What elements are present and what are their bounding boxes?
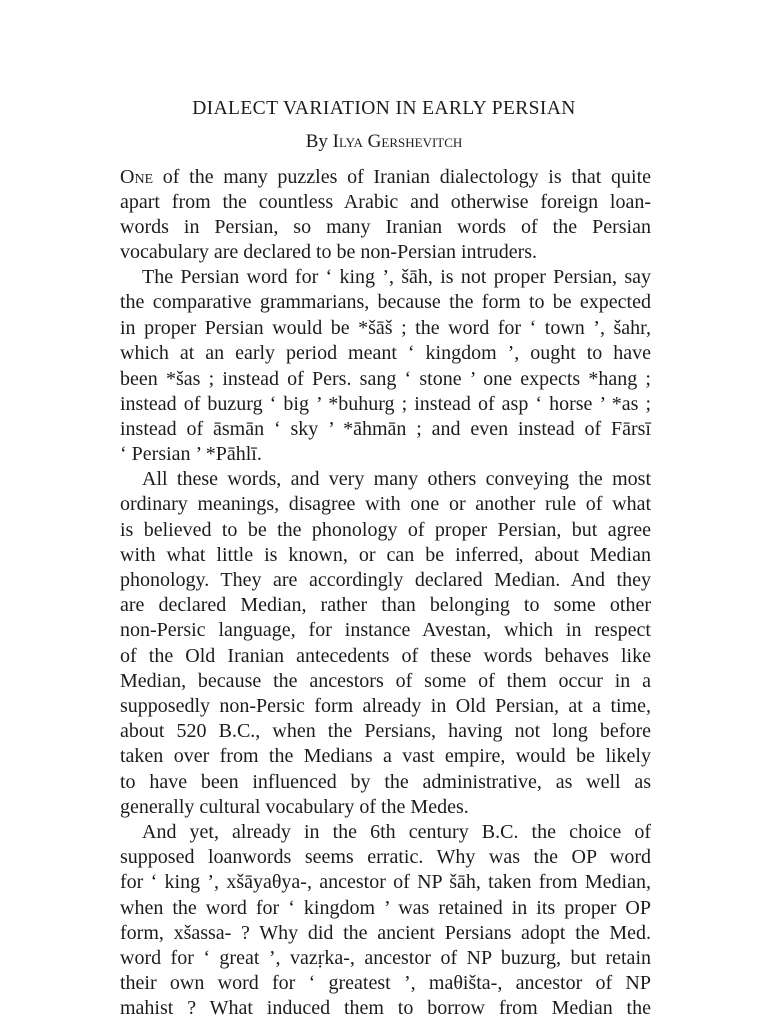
- text-line: which at an early period meant ‘ kingdom ’, ought to have: [120, 342, 651, 364]
- article-title: DIALECT VARIATION IN EARLY PERSIAN: [192, 98, 576, 119]
- text-line: taken over from the Medians a vast empire, would be likely: [120, 745, 651, 767]
- text-line: non-Persic language, for instance Avestan, which in respect: [120, 619, 651, 641]
- text-line: instead of buzurg ‘ big ’ *buhurg ; instead of asp ‘ horse ’ *as ;: [120, 393, 651, 415]
- text-line: phonology. They are accordingly declared Median. And they: [120, 569, 651, 591]
- text-line: Median, because the ancestors of some of them occur in a: [120, 670, 651, 692]
- text-line: with what little is known, or can be inferred, about Median: [120, 544, 651, 566]
- text-line: The Persian word for ‘ king ’, šāh, is not proper Persian, say: [142, 266, 651, 288]
- text-line: ‘ Persian ’ *Pāhlī.: [120, 443, 262, 465]
- text-line: to have been influenced by the administrative, as well as: [120, 771, 651, 793]
- text-line: ordinary meanings, disagree with one or another rule of what: [120, 493, 651, 515]
- text-line: And yet, already in the 6th century B.C. the choice of: [142, 821, 651, 843]
- text-line: is believed to be the phonology of proper Persian, but agree: [120, 519, 651, 541]
- author-line: [0, 131, 768, 153]
- text-line: One of the many puzzles of Iranian dialectology is that quite: [120, 166, 651, 188]
- text-line: generally cultural vocabulary of the Medes.: [120, 796, 469, 818]
- text-line: vocabulary are declared to be non-Persian intruders.: [120, 241, 538, 263]
- text-line: for ‘ king ’, xšāyaθya-, ancestor of NP šāh, taken from Median,: [120, 871, 651, 893]
- text-line: been *šas ; instead of Pers. sang ‘ stone ’ one expects *hang ;: [120, 368, 651, 390]
- text-line: about 520 B.C., when the Persians, having not long before: [120, 720, 651, 742]
- drop-word: One: [120, 166, 154, 188]
- text-line: supposed loanwords seems erratic. Why was the OP word: [120, 846, 651, 868]
- text-line: of the Old Iranian antecedents of these words behaves like: [120, 645, 651, 667]
- text-line: instead of āsmān ‘ sky ’ *āhmān ; and even instead of Fārsī: [120, 418, 651, 440]
- text-line: the comparative grammarians, because the form to be expected: [120, 291, 651, 313]
- text-line: mahist ? What induced them to borrow from Median the: [120, 997, 651, 1019]
- text-line: All these words, and very many others conveying the most: [142, 468, 651, 490]
- text-line: in proper Persian would be *šāš ; the word for ‘ town ’, šahr,: [120, 317, 651, 339]
- text-line: word for ‘ great ’, vazṛka-, ancestor of NP buzurg, but retain: [120, 947, 651, 969]
- by-label: By: [305, 131, 328, 152]
- text-line: words in Persian, so many Iranian words of the Persian: [120, 216, 651, 238]
- text-line: supposedly non-Persic form already in Old Persian, at a time,: [120, 695, 651, 717]
- text-line: apart from the countless Arabic and otherwise foreign loan-: [120, 191, 651, 213]
- text-line: their own word for ‘ greatest ’, maθišta-, ancestor of NP: [120, 972, 651, 994]
- author-name: Ilya Gershevitch: [332, 131, 463, 152]
- text-line: form, xšassa- ? Why did the ancient Persians adopt the Med.: [120, 922, 651, 944]
- text-line: are declared Median, rather than belonging to some other: [120, 594, 651, 616]
- text-line: when the word for ‘ kingdom ’ was retained in its proper OP: [120, 897, 651, 919]
